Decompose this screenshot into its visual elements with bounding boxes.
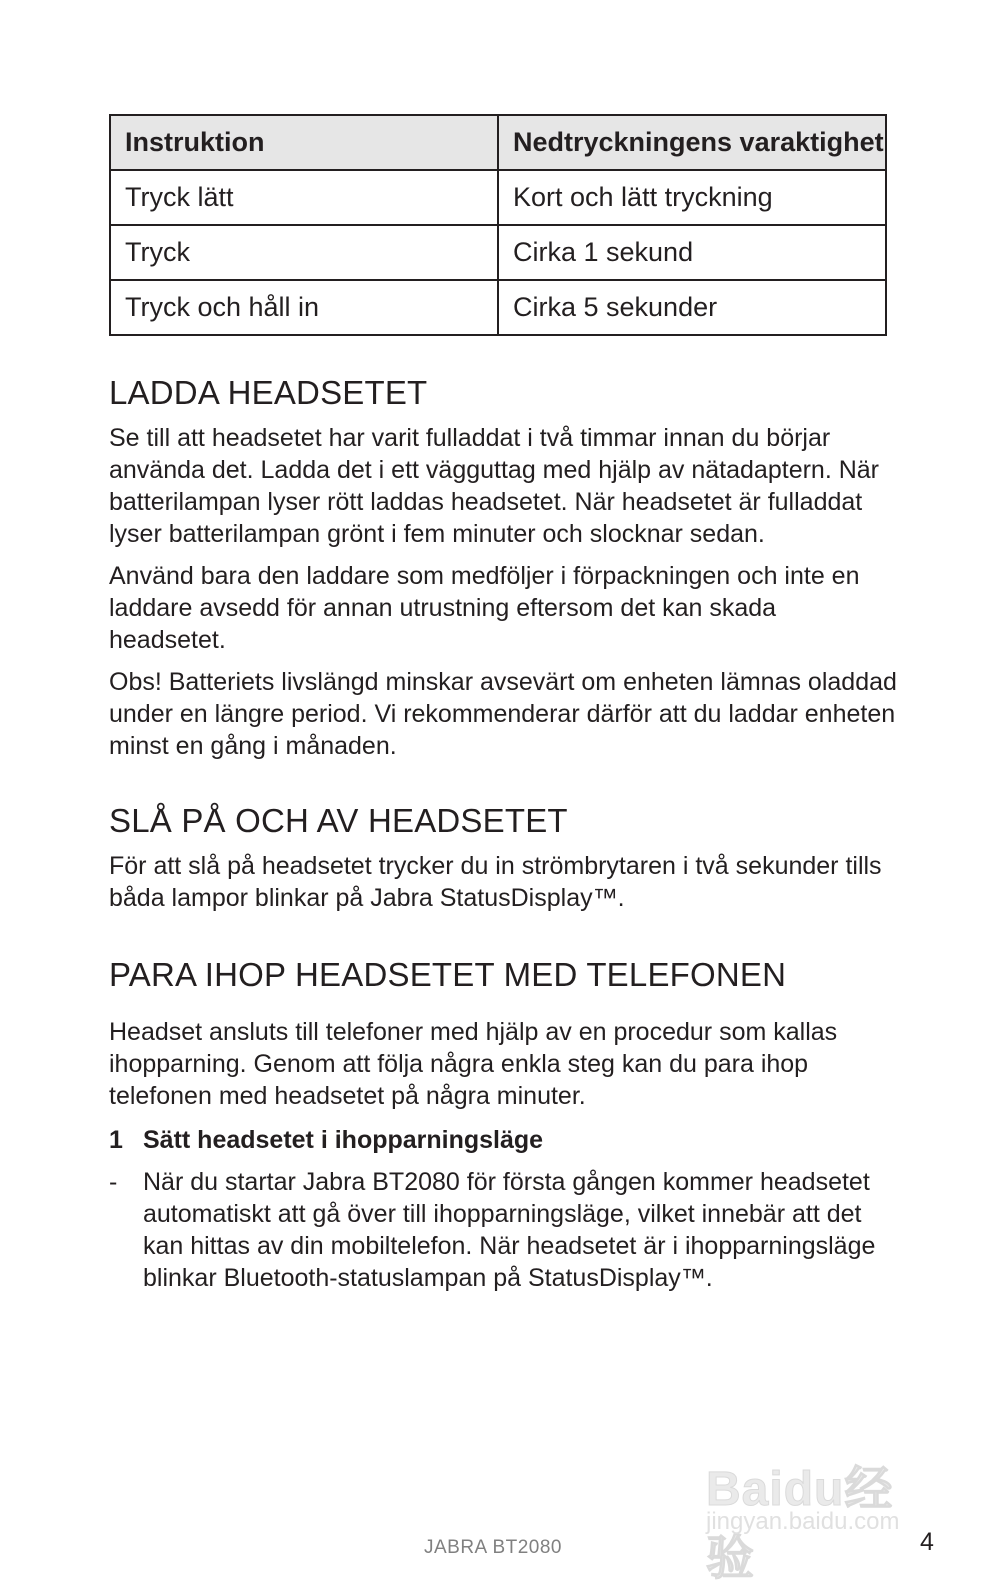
bullet-dash: -	[109, 1168, 118, 1196]
step-title: Sätt headsetet i ihopparningsläge	[143, 1126, 544, 1154]
section-title-pair: PARA IHOP HEADSETET MED TELEFONEN	[109, 956, 787, 993]
paragraph: Använd bara den laddare som medföljer i förpackningen och inte en laddare avsedd för annan utrustning eftersom det kan skada headsetet.	[109, 562, 860, 654]
bullet-item	[109, 1166, 899, 1294]
table-row	[110, 225, 886, 280]
step-number: 1	[109, 1126, 123, 1154]
paragraph: Se till att headsetet har varit fulladdat i två timmar innan du börjar använda det. Ladda det i ett vägguttag med hjälp av nätadaptern. När batterilampan lyser rött laddas headsetet. När headsetet är fulladdat lyser batterilampan grönt i fem minuter och slocknar sedan.	[109, 424, 879, 548]
section-pair	[109, 956, 899, 1294]
section-title-charge: LADDA HEADSETET	[109, 374, 428, 411]
paragraph: Headset ansluts till telefoner med hjälp av en procedur som kallas ihopparning. Genom att följa några enkla steg kan du para ihop telefonen med headsetet på några minuter.	[109, 1018, 838, 1110]
footer-product: JABRA BT2080	[423, 1537, 563, 1558]
cell-instruction: Tryck och håll in	[110, 280, 498, 335]
page-number: 4	[920, 1528, 934, 1556]
table-row	[110, 280, 886, 335]
header-instruction: Instruktion	[110, 115, 498, 170]
cell-duration: Cirka 5 sekunder	[498, 280, 886, 335]
table-header-row	[110, 115, 886, 170]
section-charge	[109, 374, 899, 762]
section-title-power: SLÅ PÅ OCH AV HEADSETET	[109, 802, 568, 839]
cell-instruction: Tryck	[110, 225, 498, 280]
cell-duration: Cirka 1 sekund	[498, 225, 886, 280]
bullet-text: När du startar Jabra BT2080 för första gången kommer headsetet automatiskt att gå över till ihopparningsläge, vilket innebär att det kan hittas av din mobiltelefon. När headsetet är i ihopparningsläge blinkar Bluetooth-statuslampan på StatusDisplay™.	[143, 1168, 876, 1292]
watermark-logo: Baidu经验	[706, 1463, 894, 1585]
header-duration: Nedtryckningens varaktighet	[498, 115, 886, 170]
button-press-table	[109, 114, 887, 336]
paragraph: Obs! Batteriets livslängd minskar avsevärt om enheten lämnas oladdad under en längre period. Vi rekommenderar därför att du laddar enheten minst en gång i månaden.	[109, 668, 897, 760]
step-heading	[109, 1124, 899, 1156]
baidu-watermark	[706, 1428, 936, 1585]
content	[109, 374, 899, 1294]
cell-instruction: Tryck lätt	[110, 170, 498, 225]
paragraph: För att slå på headsetet trycker du in strömbrytaren i två sekunder tills båda lampor blinkar på Jabra StatusDisplay™.	[109, 852, 882, 912]
cell-duration: Kort och lätt tryckning	[498, 170, 886, 225]
table-row	[110, 170, 886, 225]
section-power	[109, 802, 899, 914]
watermark-url: jingyan.baidu.com	[706, 1508, 900, 1535]
